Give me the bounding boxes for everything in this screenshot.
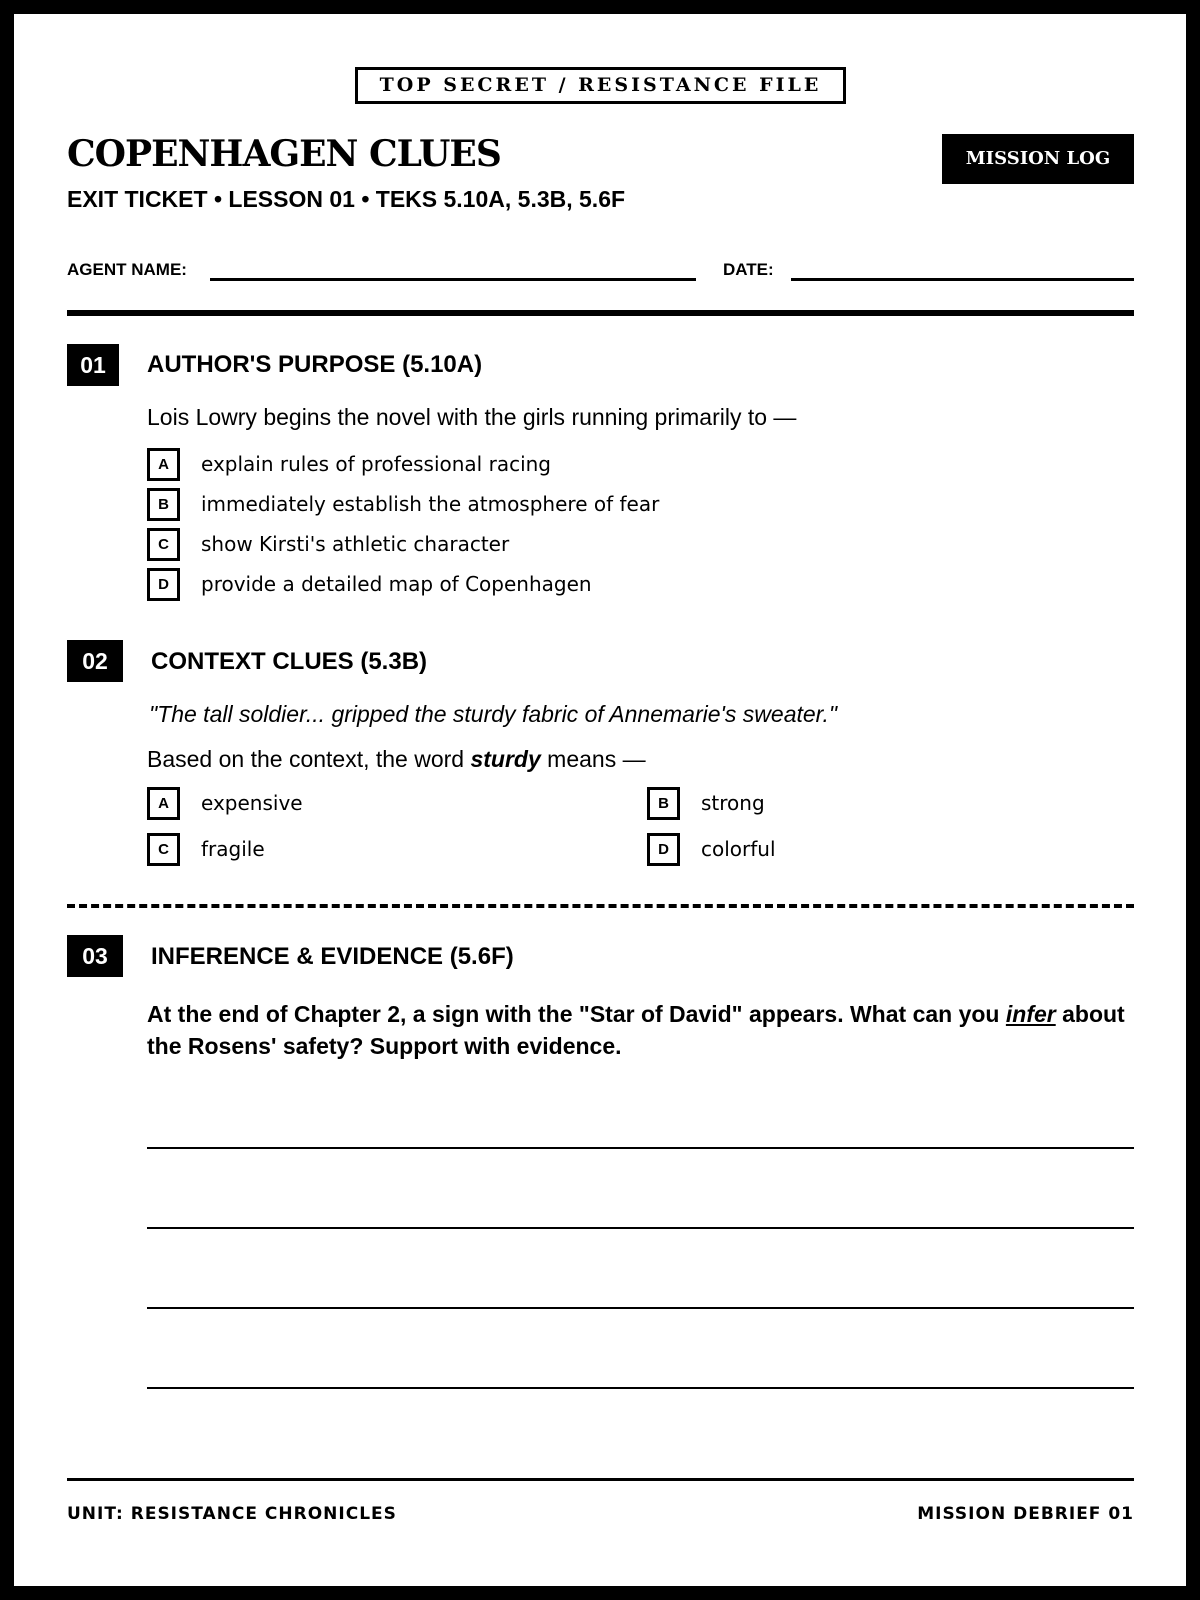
q2-prompt-before: Based on the context, the word (147, 746, 471, 772)
q3-infer-word: infer (1005, 1001, 1056, 1027)
date-field[interactable] (791, 278, 1134, 281)
q2-prompt (147, 745, 646, 773)
agent-name-field[interactable] (210, 278, 696, 281)
q3-prompt-before: At the end of Chapter 2, a sign with the "Star of David" appears. What can you (147, 1001, 1006, 1027)
footer-unit: UNIT: RESISTANCE CHRONICLES (67, 1504, 397, 1524)
q1-option-d-text: provide a detailed map of Copenhagen (201, 572, 592, 596)
q2-target-word: sturdy (470, 746, 541, 772)
q2-option-d-box[interactable]: D (647, 833, 680, 866)
q2-title: CONTEXT CLUES (5.3B) (151, 648, 428, 675)
q1-option-b-box[interactable]: B (147, 488, 180, 521)
mission-log-badge: MISSION LOG (942, 134, 1134, 184)
worksheet-page (14, 14, 1186, 1586)
q1-number: 01 (67, 344, 119, 386)
q2-option-d-text: colorful (701, 837, 776, 861)
q2-prompt-after: means — (540, 746, 646, 772)
q3-prompt (147, 998, 1137, 1062)
q3-prompt-after: about the Rosens' safety? Support with evidence. (147, 1001, 1125, 1059)
q3-title: INFERENCE & EVIDENCE (5.6F) (151, 943, 514, 970)
q2-option-a-box[interactable]: A (147, 787, 180, 820)
q2-option-b-box[interactable]: B (647, 787, 680, 820)
q1-option-a-box[interactable]: A (147, 448, 180, 481)
q1-option-c-box[interactable]: C (147, 528, 180, 561)
q2-number: 02 (67, 640, 123, 682)
answer-line-2[interactable] (147, 1227, 1134, 1229)
footer-debrief: MISSION DEBRIEF 01 (917, 1504, 1134, 1524)
q2-option-c-box[interactable]: C (147, 833, 180, 866)
answer-line-4[interactable] (147, 1387, 1134, 1389)
answer-line-1[interactable] (147, 1147, 1134, 1149)
q2-option-b-text: strong (701, 791, 765, 815)
section-divider-dashed (67, 904, 1134, 908)
footer-divider (67, 1478, 1134, 1481)
answer-line-3[interactable] (147, 1307, 1134, 1309)
classification-stamp: TOP SECRET / RESISTANCE FILE (355, 67, 846, 104)
q2-option-c-text: fragile (201, 837, 265, 861)
q1-option-b-text: immediately establish the atmosphere of fear (201, 492, 660, 516)
q3-number: 03 (67, 935, 123, 977)
header-divider (67, 310, 1134, 316)
q2-quote: "The tall soldier... gripped the sturdy fabric of Annemarie's sweater." (149, 701, 838, 727)
q1-option-c-text: show Kirsti's athletic character (201, 532, 510, 556)
q1-option-a-text: explain rules of professional racing (201, 452, 551, 476)
agent-name-label: AGENT NAME: (67, 260, 187, 279)
page-subtitle: EXIT TICKET • LESSON 01 • TEKS 5.10A, 5.3B, 5.6F (67, 186, 626, 212)
date-label: DATE: (723, 260, 774, 279)
q2-option-a-text: expensive (201, 791, 303, 815)
q1-title: AUTHOR'S PURPOSE (5.10A) (147, 351, 483, 378)
page-title: COPENHAGEN CLUES (67, 133, 501, 175)
q1-prompt: Lois Lowry begins the novel with the girls running primarily to — (147, 404, 797, 430)
q1-option-d-box[interactable]: D (147, 568, 180, 601)
